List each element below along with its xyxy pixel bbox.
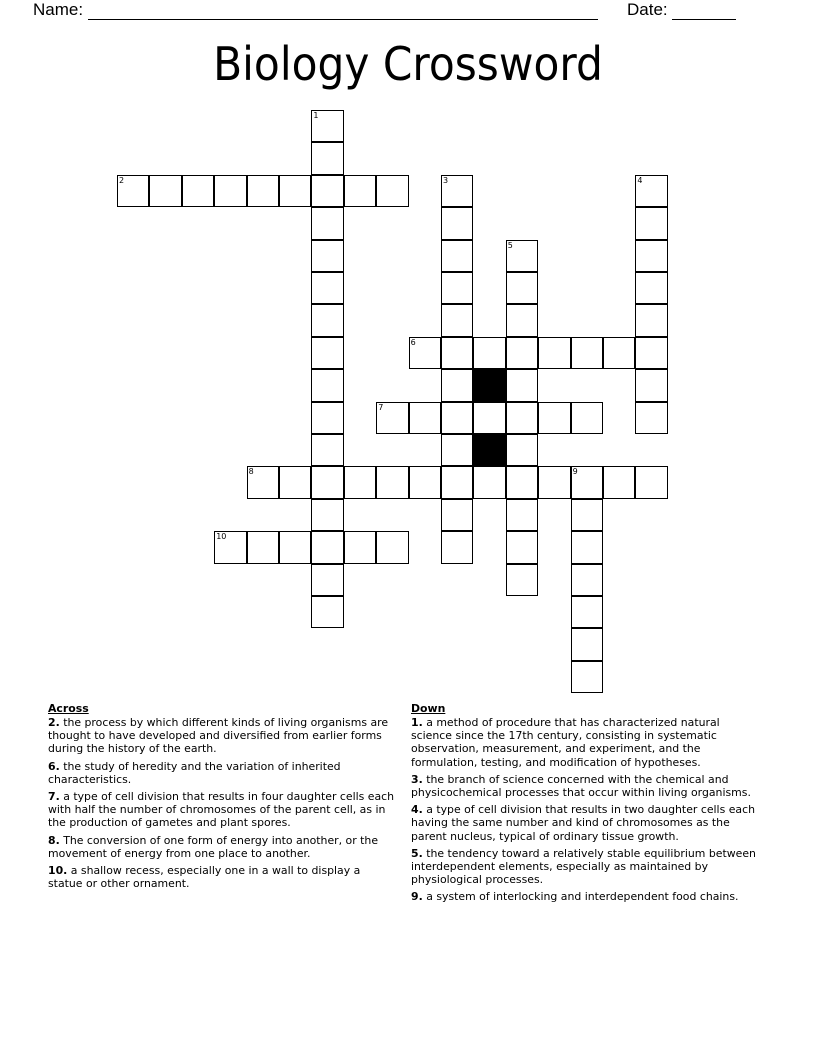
grid-cell[interactable] <box>571 596 603 628</box>
date-label: Date: <box>627 0 668 19</box>
grid-cell[interactable] <box>376 402 408 434</box>
grid-cell[interactable] <box>441 499 473 531</box>
grid-cell[interactable] <box>635 207 667 239</box>
grid-cell[interactable] <box>409 466 441 498</box>
grid-cell[interactable] <box>506 337 538 369</box>
grid-cell[interactable] <box>538 466 570 498</box>
grid-cell[interactable] <box>441 466 473 498</box>
grid-cell[interactable] <box>311 531 343 563</box>
grid-cell[interactable] <box>441 304 473 336</box>
date-line[interactable] <box>672 3 736 20</box>
clue-number: 4. <box>411 803 423 817</box>
grid-cell[interactable] <box>506 304 538 336</box>
grid-cell[interactable] <box>311 142 343 174</box>
grid-cell[interactable] <box>571 531 603 563</box>
down-clue <box>411 773 761 799</box>
grid-cell[interactable] <box>311 466 343 498</box>
grid-cell[interactable] <box>311 304 343 336</box>
grid-cell[interactable] <box>247 531 279 563</box>
grid-cell[interactable] <box>635 304 667 336</box>
across-clue <box>48 760 398 786</box>
across-clue <box>48 790 398 830</box>
grid-cell[interactable] <box>571 564 603 596</box>
grid-cell[interactable] <box>441 207 473 239</box>
grid-cell[interactable] <box>376 531 408 563</box>
grid-cell[interactable] <box>506 402 538 434</box>
clue-number: 8. <box>48 833 60 847</box>
grid-cell[interactable] <box>473 337 505 369</box>
grid-cell[interactable] <box>279 175 311 207</box>
grid-cell[interactable] <box>635 466 667 498</box>
grid-cell[interactable] <box>247 466 279 498</box>
grid-cell[interactable] <box>344 531 376 563</box>
page-title: Biology Crossword <box>213 37 603 91</box>
grid-cell[interactable] <box>441 337 473 369</box>
grid-cell[interactable] <box>409 337 441 369</box>
grid-cell[interactable] <box>506 564 538 596</box>
clue-number: 1. <box>411 716 423 729</box>
grid-cell[interactable] <box>571 337 603 369</box>
grid-cell[interactable] <box>441 240 473 272</box>
grid-cell[interactable] <box>149 175 181 207</box>
grid-cell[interactable] <box>635 240 667 272</box>
clue-number: 3. <box>411 772 423 786</box>
black-cell <box>473 369 505 401</box>
grid-cell[interactable] <box>506 434 538 466</box>
clue-text: the tendency toward a relatively stable equilibrium between interdependent elements, especially as maintained by physiological processes. <box>411 846 756 887</box>
grid-cell[interactable] <box>571 402 603 434</box>
grid-cell[interactable] <box>473 402 505 434</box>
grid-cell[interactable] <box>635 175 667 207</box>
cell-number: 4 <box>637 175 643 185</box>
grid-cell[interactable] <box>279 466 311 498</box>
cell-number: 2 <box>119 175 125 185</box>
grid-cell[interactable] <box>311 434 343 466</box>
grid-cell[interactable] <box>117 175 149 207</box>
across-heading: Across <box>48 702 89 715</box>
down-heading: Down <box>411 702 446 715</box>
across-clue <box>48 834 398 860</box>
clue-number: 5. <box>411 846 423 860</box>
grid-cell[interactable] <box>506 499 538 531</box>
cell-number: 1 <box>313 111 319 120</box>
grid-cell[interactable] <box>603 337 635 369</box>
grid-cell[interactable] <box>571 466 603 498</box>
grid-cell[interactable] <box>311 369 343 401</box>
grid-cell[interactable] <box>635 272 667 304</box>
grid-cell[interactable] <box>182 175 214 207</box>
clue-number: 6. <box>48 759 60 773</box>
grid-cell[interactable] <box>538 337 570 369</box>
down-clue <box>411 847 761 887</box>
grid-cell[interactable] <box>441 175 473 207</box>
grid-cell[interactable] <box>473 466 505 498</box>
grid-cell[interactable] <box>311 402 343 434</box>
cell-number: 8 <box>248 467 254 477</box>
clue-number: 10. <box>48 864 68 878</box>
crossword-grid <box>117 110 677 700</box>
grid-cell[interactable] <box>344 466 376 498</box>
grid-cell[interactable] <box>311 175 343 207</box>
clue-text: a system of interlocking and interdependent food chains. <box>426 890 739 904</box>
grid-cell[interactable] <box>311 564 343 596</box>
cell-number: 6 <box>410 337 416 347</box>
grid-cell[interactable] <box>441 531 473 563</box>
grid-cell[interactable] <box>311 596 343 628</box>
cell-number: 7 <box>378 402 384 412</box>
grid-cell[interactable] <box>635 337 667 369</box>
grid-cell[interactable] <box>506 272 538 304</box>
grid-cell[interactable] <box>506 369 538 401</box>
grid-cell[interactable] <box>311 240 343 272</box>
grid-cell[interactable] <box>311 499 343 531</box>
grid-cell[interactable] <box>441 402 473 434</box>
grid-cell[interactable] <box>214 175 246 207</box>
down-clue <box>411 803 761 843</box>
grid-cell[interactable] <box>441 434 473 466</box>
grid-cell[interactable] <box>247 175 279 207</box>
clue-text: a type of cell division that results in four daughter cells each with half the number of chromosomes of the parent cell, as in the production of gametes and plant spores. <box>48 790 395 830</box>
across-clues <box>48 702 398 894</box>
down-clue <box>411 716 761 769</box>
grid-cell[interactable] <box>214 531 246 563</box>
grid-cell[interactable] <box>376 466 408 498</box>
clue-number: 7. <box>48 790 60 804</box>
grid-cell[interactable] <box>571 499 603 531</box>
grid-cell[interactable] <box>409 402 441 434</box>
grid-cell[interactable] <box>571 661 603 693</box>
clue-number: 9. <box>411 890 423 904</box>
grid-cell[interactable] <box>311 110 343 142</box>
cell-number: 10 <box>216 532 227 542</box>
clue-text: The conversion of one form of energy into another, or the movement of energy from one place to another. <box>48 833 379 860</box>
grid-cell[interactable] <box>635 369 667 401</box>
name-label: Name: <box>33 0 84 19</box>
clue-text: the branch of science concerned with the chemical and physicochemical processes that occur within living organisms. <box>411 772 751 800</box>
grid-cell[interactable] <box>506 466 538 498</box>
grid-cell[interactable] <box>635 402 667 434</box>
down-clues <box>411 702 761 908</box>
cell-number: 9 <box>572 467 578 477</box>
across-clue <box>48 716 398 756</box>
grid-cell[interactable] <box>506 531 538 563</box>
grid-cell[interactable] <box>344 175 376 207</box>
across-clue <box>48 864 398 890</box>
grid-cell[interactable] <box>311 207 343 239</box>
name-line[interactable] <box>88 3 598 20</box>
clue-number: 2. <box>48 716 60 729</box>
grid-cell[interactable] <box>571 628 603 660</box>
clue-text: the process by which different kinds of living organisms are thought to have developed and diversified from earlier forms during the history of the earth. <box>48 716 389 756</box>
grid-cell[interactable] <box>311 272 343 304</box>
down-clue <box>411 890 761 903</box>
grid-cell[interactable] <box>279 531 311 563</box>
cell-number: 3 <box>443 175 449 185</box>
clue-text: a method of procedure that has characterized natural science since the 17th century, consisting in systematic observation, measurement, and experiment, and the formulation, testing, and modification of hypotheses. <box>411 716 720 769</box>
grid-cell[interactable] <box>441 272 473 304</box>
clue-text: a type of cell division that results in two daughter cells each having the same number and kind of chromosomes as the parent nucleus, typical of ordinary tissue growth. <box>411 803 755 843</box>
black-cell <box>473 434 505 466</box>
grid-cell[interactable] <box>311 337 343 369</box>
grid-cell[interactable] <box>506 240 538 272</box>
name-field[interactable] <box>33 0 598 20</box>
grid-cell[interactable] <box>376 175 408 207</box>
date-field[interactable] <box>627 0 736 20</box>
grid-cell[interactable] <box>538 402 570 434</box>
grid-cell[interactable] <box>603 466 635 498</box>
clue-text: a shallow recess, especially one in a wall to display a statue or other ornament. <box>48 864 361 891</box>
clue-text: the study of heredity and the variation of inherited characteristics. <box>48 759 341 786</box>
cell-number: 5 <box>507 240 513 250</box>
grid-cell[interactable] <box>441 369 473 401</box>
